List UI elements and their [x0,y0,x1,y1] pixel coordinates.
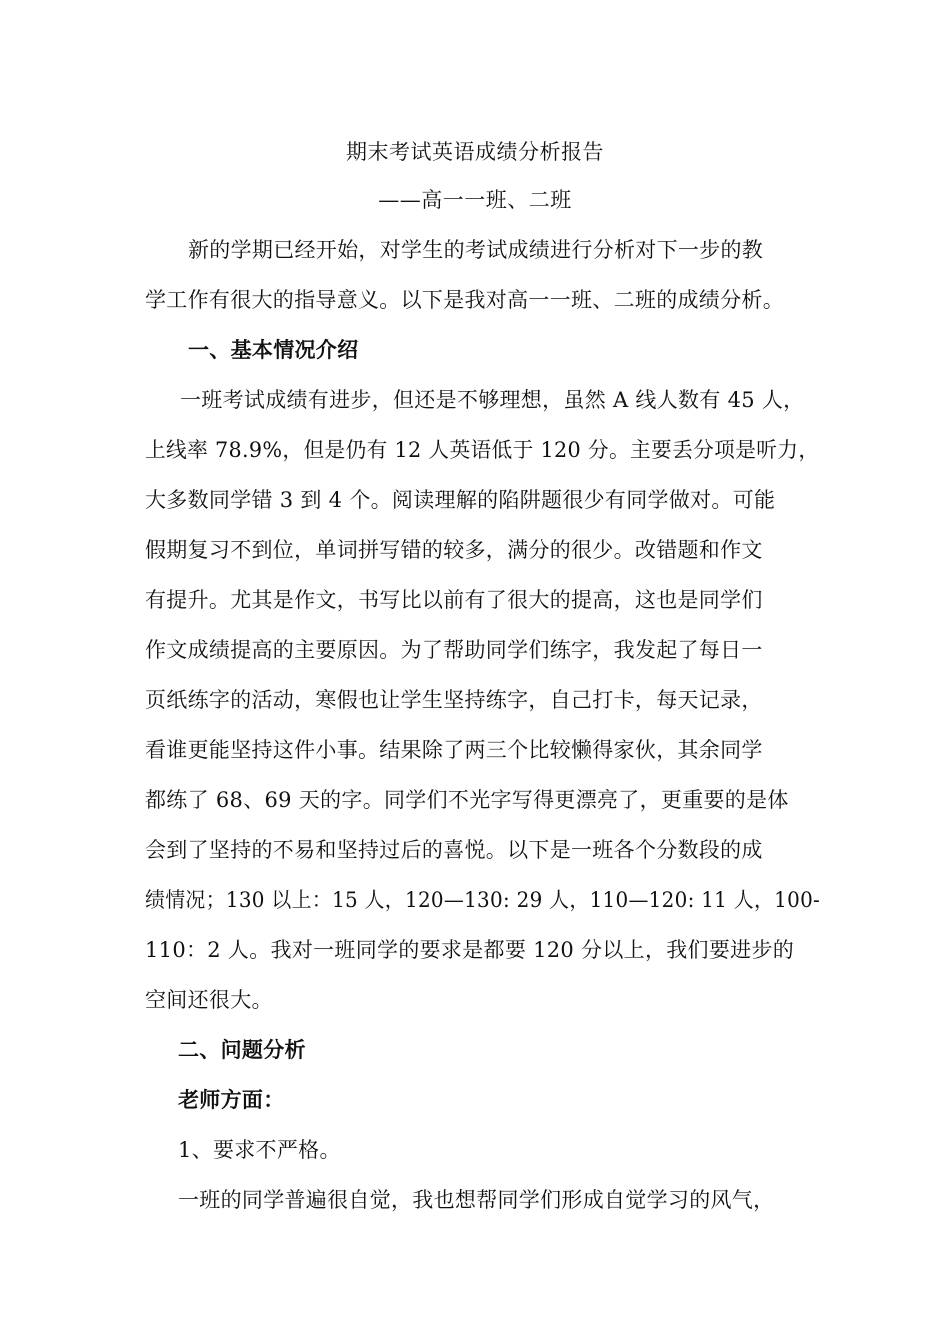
paragraph-line: 有提升。尤其是作文，书写比以前有了很大的提高，这也是同学们 [145,588,763,612]
paragraph-line: 页纸练字的活动，寒假也让学生坚持练字，自己打卡，每天记录， [145,688,763,712]
paragraph-line: 看谁更能坚持这件小事。结果除了两三个比较懒得家伙，其余同学 [145,738,763,762]
paragraph-line: 一班考试成绩有进步，但还是不够理想，虽然 A 线人数有 45 人， [180,388,805,412]
document-subtitle: ——高一一班、二班 [378,188,572,212]
paragraph-line: 上线率 78.9%，但是仍有 12 人英语低于 120 分。主要丢分项是听力， [145,438,820,462]
paragraph-line: 空间还很大。 [145,988,273,1012]
paragraph-line: 会到了坚持的不易和坚持过后的喜悦。以下是一班各个分数段的成 [145,838,763,862]
section-heading-basic: 一、基本情况介绍 [188,337,359,362]
subheading-teacher: 老师方面： [178,1087,285,1112]
intro-line-2: 学工作有很大的指导意义。以下是我对高一一班、二班的成绩分析。 [145,288,784,312]
paragraph-line: 110：2 人。我对一班同学的要求是都要 120 分以上，我们要进步的 [145,938,795,962]
paragraph-line: 都练了 68、69 天的字。同学们不光字写得更漂亮了，更重要的是体 [145,788,789,812]
paragraph-line: 一班的同学普遍很自觉，我也想帮同学们形成自觉学习的风气， [178,1188,775,1212]
paragraph-line: 假期复习不到位，单词拼写错的较多，满分的很少。改错题和作文 [145,538,763,562]
point-1: 1、要求不严格。 [178,1138,341,1162]
section-heading-problems: 二、问题分析 [178,1037,306,1062]
intro-line-1: 新的学期已经开始，对学生的考试成绩进行分析对下一步的教 [188,238,764,262]
document-title: 期末考试英语成绩分析报告 [346,140,604,164]
paragraph-line: 绩情况；130 以上：15 人，120—130: 29 人，110—120: 11 人，100- [145,888,821,912]
paragraph-line: 作文成绩提高的主要原因。为了帮助同学们练字，我发起了每日一 [145,638,763,662]
paragraph-line: 大多数同学错 3 到 4 个。阅读理解的陷阱题很少有同学做对。可能 [145,488,776,512]
